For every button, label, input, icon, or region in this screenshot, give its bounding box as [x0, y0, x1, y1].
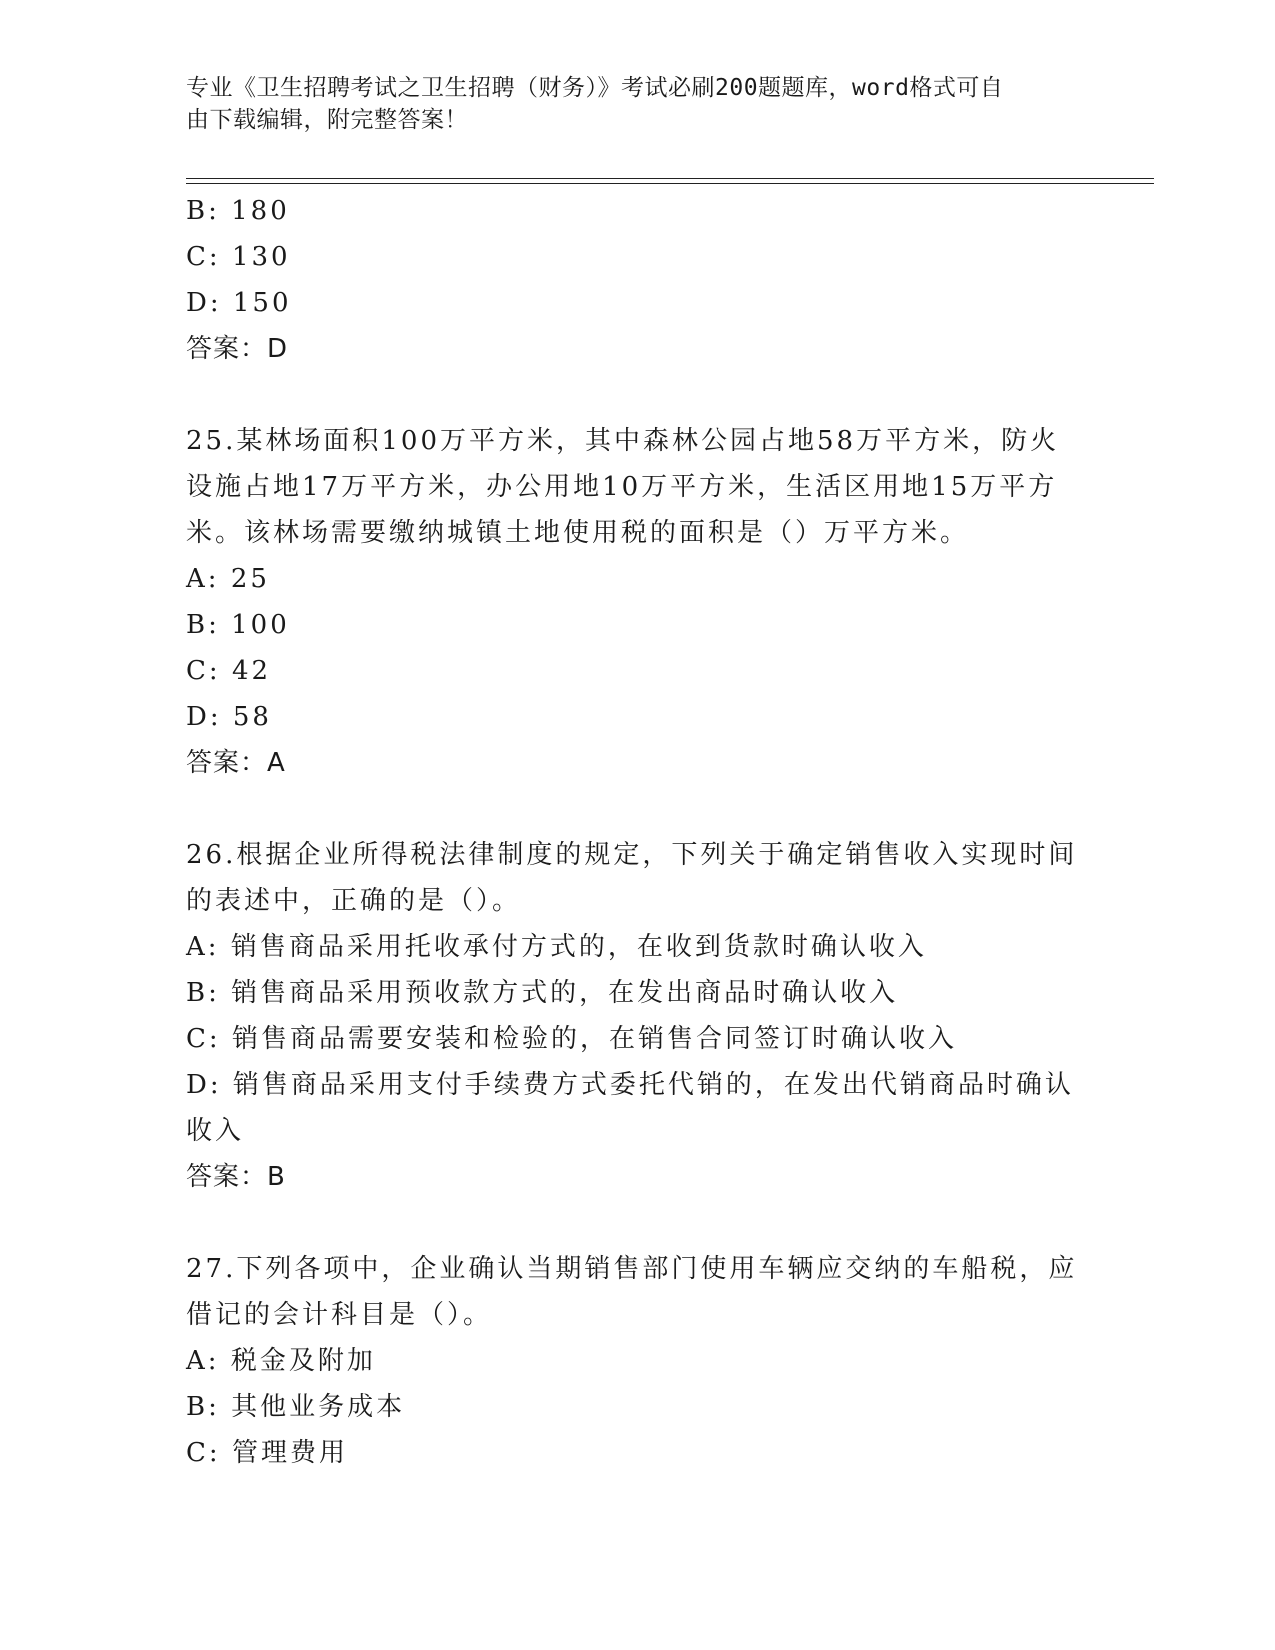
answer-line: 答案：B	[186, 1162, 286, 1192]
previous-question-tail	[186, 188, 1086, 372]
answer-line: 答案：D	[186, 334, 289, 364]
option-b: B: 100	[186, 610, 290, 640]
option-b: B: 180	[186, 196, 290, 226]
option-a: A: 税金及附加	[186, 1346, 376, 1376]
option-c: C: 管理费用	[186, 1438, 348, 1468]
question-26	[186, 832, 1086, 1200]
header-line-1: 专业《卫生招聘考试之卫生招聘（财务）》考试必刷200题题库，word格式可自	[186, 75, 1004, 101]
document-header	[186, 72, 1076, 136]
question-text-line: 27.下列各项中，企业确认当期销售部门使用车辆应交纳的车船税，应	[186, 1254, 1078, 1284]
option-d: D: 销售商品采用支付手续费方式委托代销的，在发出代销商品时确认	[186, 1070, 1074, 1100]
option-c: C: 42	[186, 656, 272, 686]
question-27	[186, 1246, 1086, 1476]
question-text-line: 25.某林场面积100万平方米，其中森林公园占地58万平方米，防火	[186, 426, 1060, 456]
option-d: D: 58	[186, 702, 272, 732]
question-25	[186, 418, 1086, 786]
option-d: D: 150	[186, 288, 292, 318]
question-list	[186, 188, 1086, 1476]
question-text-line: 借记的会计科目是（）。	[186, 1300, 493, 1330]
header-divider-bottom	[186, 183, 1154, 184]
question-text-line: 的表述中，正确的是（）。	[186, 886, 522, 916]
option-c: C: 130	[186, 242, 291, 272]
answer-line: 答案：A	[186, 748, 286, 778]
question-text-line: 米。该林场需要缴纳城镇土地使用税的面积是（）万平方米。	[186, 518, 970, 548]
option-c: C: 销售商品需要安装和检验的，在销售合同签订时确认收入	[186, 1024, 957, 1054]
option-a: A: 25	[186, 564, 270, 594]
header-line-2: 由下载编辑，附完整答案！	[186, 107, 468, 133]
question-text-line: 26.根据企业所得税法律制度的规定，下列关于确定销售收入实现时间	[186, 840, 1078, 870]
header-divider-top	[186, 178, 1154, 179]
option-b: B: 其他业务成本	[186, 1392, 406, 1422]
question-text-line: 设施占地17万平方米，办公用地10万平方米，生活区用地15万平方	[186, 472, 1058, 502]
option-d-continuation: 收入	[186, 1116, 245, 1146]
option-a: A: 销售商品采用托收承付方式的，在收到货款时确认收入	[186, 932, 927, 962]
option-b: B: 销售商品采用预收款方式的，在发出商品时确认收入	[186, 978, 899, 1008]
